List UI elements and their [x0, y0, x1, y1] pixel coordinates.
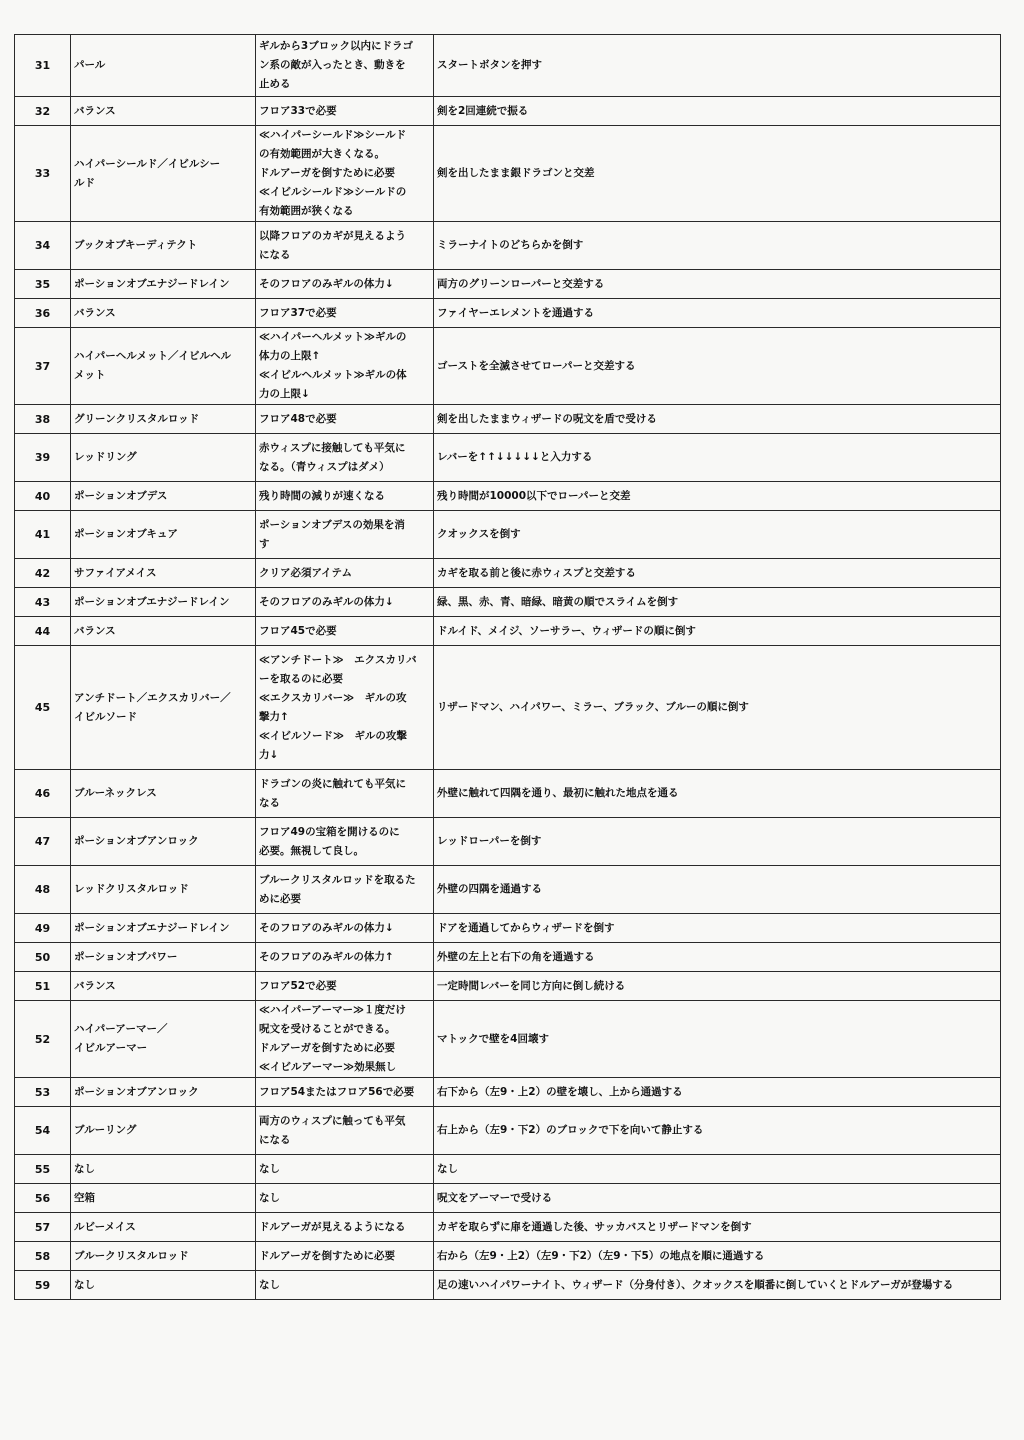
- item-effect-cell: [256, 1001, 434, 1078]
- item-effect-line: 両方のウィスプに触っても平気: [259, 1114, 406, 1127]
- item-effect-cell: [256, 943, 434, 972]
- item-effect-line: そのフロアのみギルの体力↓: [259, 277, 394, 290]
- item-effect-line: ≪イビルヘルメット≫ギルの体: [259, 369, 407, 381]
- item-name-cell: [71, 511, 256, 559]
- item-effect-line: ン系の敵が入ったとき、動きを: [259, 59, 406, 71]
- item-condition-line: 剣を出したまま銀ドラゴンと交差: [437, 167, 595, 179]
- item-effect-cell: [256, 1155, 434, 1184]
- item-name-line: ポーションオブパワー: [74, 950, 178, 963]
- item-name-cell: [71, 588, 256, 617]
- item-effect-line: ≪イビルソード≫ ギルの攻撃: [259, 729, 407, 742]
- table-row: [15, 866, 1001, 914]
- table-row: [15, 1213, 1001, 1242]
- item-condition-line: 緑、黒、赤、青、暗緑、暗黄の順でスライムを倒す: [437, 595, 679, 608]
- table-row: [15, 646, 1001, 770]
- table-row: [15, 1155, 1001, 1184]
- item-effect-line: 呪文を受けることができる。: [259, 1023, 396, 1035]
- item-condition-cell: [434, 97, 1001, 126]
- item-name-cell: [71, 770, 256, 818]
- floor-number: 55: [15, 1155, 71, 1184]
- item-effect-cell: [256, 818, 434, 866]
- item-effect-line: なし: [259, 1278, 280, 1291]
- item-effect-line: 以降フロアのカギが見えるよう: [259, 229, 406, 242]
- item-condition-line: 外壁の左上と右下の角を通過する: [437, 950, 595, 963]
- item-condition-cell: [434, 299, 1001, 328]
- item-effect-cell: [256, 405, 434, 434]
- item-effect-line: そのフロアのみギルの体力↓: [259, 921, 394, 934]
- table-row: [15, 1107, 1001, 1155]
- item-name-cell: [71, 866, 256, 914]
- item-name-line: パール: [74, 59, 106, 71]
- item-name-cell: [71, 482, 256, 511]
- item-effect-line: 有効範囲が狭くなる: [259, 205, 354, 217]
- floor-number: 51: [15, 972, 71, 1001]
- item-condition-line: ファイヤーエレメントを通過する: [437, 306, 594, 319]
- item-effect-line: なる。（青ウィスプはダメ）: [259, 460, 390, 473]
- item-name-cell: [71, 1107, 256, 1155]
- item-name-line: イビルアーマー: [74, 1042, 148, 1054]
- item-name-line: レッドクリスタルロッド: [74, 883, 189, 895]
- item-effect-line: ドルアーガを倒すために必要: [259, 1249, 395, 1262]
- item-condition-line: スタートボタンを押す: [437, 59, 542, 71]
- item-condition-line: 右から（左9・上2）（左9・下2）（左9・下5）の地点を順に通過する: [437, 1249, 765, 1262]
- item-effect-cell: [256, 1184, 434, 1213]
- table-row: [15, 943, 1001, 972]
- item-effect-line: ギルから3ブロック以内にドラゴ: [259, 40, 413, 52]
- item-name-line: ハイパーアーマー／: [74, 1023, 168, 1035]
- floor-number: 32: [15, 97, 71, 126]
- floor-number: 37: [15, 328, 71, 405]
- table-row: [15, 299, 1001, 328]
- item-effect-line: ≪ハイパーヘルメット≫ギルの: [259, 331, 407, 343]
- item-name-cell: [71, 126, 256, 222]
- item-effect-cell: [256, 1107, 434, 1155]
- item-name-line: バランス: [74, 104, 116, 117]
- item-name-line: バランス: [74, 979, 116, 992]
- item-condition-line: 一定時間レバーを同じ方向に倒し続ける: [437, 979, 626, 992]
- item-effect-line: ≪エクスカリバー≫ ギルの攻: [259, 691, 407, 704]
- item-condition-line: カギを取らずに扉を通過した後、サッカバスとリザードマンを倒す: [437, 1220, 752, 1233]
- item-name-cell: [71, 405, 256, 434]
- item-effect-line: 体力の上限↑: [259, 350, 321, 362]
- item-condition-cell: [434, 617, 1001, 646]
- item-effect-cell: [256, 126, 434, 222]
- item-condition-cell: [434, 482, 1001, 511]
- item-condition-line: ドアを通過してからウィザードを倒す: [437, 921, 615, 934]
- item-effect-line: めに必要: [259, 892, 301, 905]
- item-condition-cell: [434, 405, 1001, 434]
- item-effect-line: 撃力↑: [259, 710, 289, 723]
- item-condition-cell: [434, 1078, 1001, 1107]
- floor-number: 44: [15, 617, 71, 646]
- table-row: [15, 559, 1001, 588]
- item-name-line: ポーションオブエナジードレイン: [74, 921, 230, 934]
- item-name-line: ハイパーシールド／イビルシー: [74, 157, 221, 170]
- item-name-cell: [71, 559, 256, 588]
- item-effect-line: ≪ハイパーシールド≫シールド: [259, 129, 407, 141]
- item-name-line: ポーションオブデス: [74, 489, 168, 502]
- item-condition-cell: [434, 818, 1001, 866]
- item-condition-line: 両方のグリーンローパーと交差する: [437, 277, 605, 290]
- item-name-line: ルド: [74, 176, 95, 189]
- floor-number: 40: [15, 482, 71, 511]
- item-effect-line: 止める: [259, 78, 291, 90]
- floor-number: 35: [15, 270, 71, 299]
- floor-number: 46: [15, 770, 71, 818]
- item-condition-line: 剣を出したままウィザードの呪文を盾で受ける: [437, 412, 657, 425]
- item-condition-cell: [434, 1213, 1001, 1242]
- item-name-cell: [71, 646, 256, 770]
- item-effect-line: 赤ウィスプに接触しても平気に: [259, 441, 406, 454]
- table-row: [15, 972, 1001, 1001]
- item-condition-line: ミラーナイトのどちらかを倒す: [437, 239, 584, 251]
- item-name-line: アンチドート／エクスカリバー／: [74, 691, 231, 704]
- item-name-line: ポーションオブエナジードレイン: [74, 277, 230, 290]
- item-effect-line: ≪イビルアーマー≫効果無し: [259, 1061, 397, 1073]
- item-condition-cell: [434, 328, 1001, 405]
- item-condition-line: 呪文をアーマーで受ける: [437, 1191, 553, 1204]
- item-name-line: イビルソード: [74, 710, 137, 723]
- floor-number: 48: [15, 866, 71, 914]
- item-effect-cell: [256, 222, 434, 270]
- item-name-cell: [71, 914, 256, 943]
- item-name-cell: [71, 222, 256, 270]
- item-effect-line: フロア45で必要: [259, 624, 337, 637]
- item-name-line: バランス: [74, 624, 116, 637]
- item-name-cell: [71, 299, 256, 328]
- item-effect-cell: [256, 866, 434, 914]
- item-effect-line: フロア54またはフロア56で必要: [259, 1085, 415, 1098]
- item-name-cell: [71, 1078, 256, 1107]
- item-effect-line: フロア37で必要: [259, 306, 337, 319]
- item-name-line: ポーションオブキュア: [74, 528, 178, 540]
- item-name-line: ポーションオブアンロック: [74, 835, 199, 847]
- floor-number: 38: [15, 405, 71, 434]
- item-condition-cell: [434, 559, 1001, 588]
- item-condition-cell: [434, 1001, 1001, 1078]
- item-effect-line: なし: [259, 1191, 280, 1204]
- item-name-cell: [71, 97, 256, 126]
- item-condition-line: なし: [437, 1162, 458, 1175]
- item-condition-cell: [434, 511, 1001, 559]
- item-name-cell: [71, 972, 256, 1001]
- item-name-line: なし: [74, 1278, 95, 1291]
- item-condition-cell: [434, 1155, 1001, 1184]
- floor-number: 41: [15, 511, 71, 559]
- item-effect-cell: [256, 1242, 434, 1271]
- item-effect-cell: [256, 617, 434, 646]
- floor-number: 54: [15, 1107, 71, 1155]
- item-effect-line: クリア必須アイテム: [259, 566, 353, 579]
- item-effect-line: ーを取るのに必要: [259, 672, 343, 685]
- item-effect-line: ドルアーガを倒すために必要: [259, 167, 395, 179]
- item-condition-cell: [434, 35, 1001, 97]
- item-effect-line: 必要。無視して良し。: [259, 844, 364, 857]
- item-effect-line: す: [259, 537, 270, 550]
- item-condition-cell: [434, 1242, 1001, 1271]
- item-effect-line: ドラゴンの炎に触れても平気に: [259, 777, 406, 790]
- item-effect-cell: [256, 770, 434, 818]
- table-row: [15, 1001, 1001, 1078]
- item-effect-line: になる: [259, 248, 291, 261]
- item-condition-cell: [434, 434, 1001, 482]
- item-effect-line: なる: [259, 796, 280, 809]
- item-name-line: メット: [74, 369, 106, 381]
- item-table: [14, 34, 1001, 1300]
- item-effect-line: そのフロアのみギルの体力↓: [259, 595, 394, 608]
- item-effect-cell: [256, 328, 434, 405]
- item-condition-line: 足の速いハイパワーナイト、ウィザード（分身付き）、クオックスを順番に倒していくとドルアーガが登場する: [437, 1278, 954, 1291]
- item-name-line: ポーションオブアンロック: [74, 1085, 199, 1098]
- table-row: [15, 770, 1001, 818]
- item-effect-line: フロア33で必要: [259, 104, 337, 117]
- item-effect-line: ブルークリスタルロッドを取るた: [259, 873, 416, 886]
- floor-number: 36: [15, 299, 71, 328]
- item-effect-cell: [256, 559, 434, 588]
- table-row: [15, 405, 1001, 434]
- item-condition-cell: [434, 270, 1001, 299]
- floor-number: 56: [15, 1184, 71, 1213]
- floor-number: 34: [15, 222, 71, 270]
- table-row: [15, 1271, 1001, 1300]
- floor-number: 42: [15, 559, 71, 588]
- item-effect-cell: [256, 972, 434, 1001]
- table-row: [15, 818, 1001, 866]
- item-table-body: [15, 35, 1001, 1300]
- item-name-cell: [71, 328, 256, 405]
- item-effect-cell: [256, 97, 434, 126]
- item-effect-cell: [256, 646, 434, 770]
- item-condition-cell: [434, 914, 1001, 943]
- item-name-cell: [71, 35, 256, 97]
- item-effect-line: フロア49の宝箱を開けるのに: [259, 825, 400, 838]
- item-condition-line: リザードマン、ハイパワー、ミラー、ブラック、ブルーの順に倒す: [437, 701, 749, 713]
- item-name-cell: [71, 1242, 256, 1271]
- item-name-line: ルビーメイス: [74, 1220, 136, 1233]
- floor-number: 49: [15, 914, 71, 943]
- item-condition-line: 右下から（左9・上2）の壁を壊し、上から通過する: [437, 1085, 683, 1098]
- item-condition-cell: [434, 646, 1001, 770]
- table-row: [15, 1242, 1001, 1271]
- item-effect-cell: [256, 482, 434, 511]
- item-name-cell: [71, 1001, 256, 1078]
- item-condition-cell: [434, 588, 1001, 617]
- table-row: [15, 1184, 1001, 1213]
- item-name-line: バランス: [74, 306, 116, 319]
- table-row: [15, 434, 1001, 482]
- item-name-line: サファイアメイス: [74, 566, 157, 579]
- item-effect-cell: [256, 511, 434, 559]
- floor-number: 33: [15, 126, 71, 222]
- item-name-line: ブックオブキーディテクト: [74, 239, 198, 251]
- floor-number: 47: [15, 818, 71, 866]
- item-name-line: ブルーネックレス: [74, 787, 157, 799]
- item-name-cell: [71, 943, 256, 972]
- item-effect-cell: [256, 588, 434, 617]
- table-row: [15, 617, 1001, 646]
- floor-number: 39: [15, 434, 71, 482]
- item-condition-cell: [434, 1184, 1001, 1213]
- item-name-line: 空箱: [74, 1191, 95, 1204]
- floor-number: 53: [15, 1078, 71, 1107]
- item-condition-cell: [434, 972, 1001, 1001]
- table-row: [15, 511, 1001, 559]
- item-effect-line: ≪ハイパーアーマー≫１度だけ: [259, 1004, 406, 1016]
- table-row: [15, 1078, 1001, 1107]
- item-effect-line: フロア52で必要: [259, 979, 337, 992]
- item-effect-line: そのフロアのみギルの体力↑: [259, 950, 394, 963]
- table-row: [15, 97, 1001, 126]
- item-condition-line: 外壁の四隅を通過する: [437, 883, 542, 895]
- item-effect-cell: [256, 434, 434, 482]
- item-name-cell: [71, 617, 256, 646]
- item-condition-line: マトックで壁を4回壊す: [437, 1032, 549, 1045]
- item-condition-line: クオックスを倒す: [437, 528, 521, 540]
- table-row: [15, 482, 1001, 511]
- item-condition-line: 剣を2回連続で振る: [437, 104, 529, 117]
- item-effect-line: ≪アンチドート≫ エクスカリバ: [259, 653, 417, 666]
- item-name-cell: [71, 1271, 256, 1300]
- floor-number: 45: [15, 646, 71, 770]
- item-condition-cell: [434, 1271, 1001, 1300]
- item-effect-cell: [256, 1078, 434, 1107]
- item-name-line: ブルーリング: [74, 1124, 137, 1136]
- item-name-cell: [71, 1213, 256, 1242]
- item-effect-line: ドルアーガを倒すために必要: [259, 1042, 395, 1054]
- item-condition-cell: [434, 943, 1001, 972]
- item-condition-line: ゴーストを全滅させてローパーと交差する: [437, 359, 636, 372]
- item-name-cell: [71, 270, 256, 299]
- table-row: [15, 35, 1001, 97]
- item-name-line: ブルークリスタルロッド: [74, 1249, 189, 1262]
- floor-number: 57: [15, 1213, 71, 1242]
- item-effect-cell: [256, 299, 434, 328]
- floor-number: 52: [15, 1001, 71, 1078]
- item-name-line: レッドリング: [74, 451, 137, 463]
- floor-number: 43: [15, 588, 71, 617]
- table-row: [15, 126, 1001, 222]
- item-effect-line: ≪イビルシールド≫シールドの: [259, 186, 407, 198]
- item-effect-line: 残り時間の減りが速くなる: [259, 489, 385, 502]
- floor-number: 31: [15, 35, 71, 97]
- item-name-line: なし: [74, 1162, 95, 1175]
- item-effect-cell: [256, 914, 434, 943]
- floor-number: 50: [15, 943, 71, 972]
- item-effect-line: になる: [259, 1133, 291, 1146]
- item-condition-cell: [434, 866, 1001, 914]
- item-condition-line: レッドローパーを倒す: [437, 835, 542, 847]
- item-name-cell: [71, 1184, 256, 1213]
- item-effect-line: ポーションオブデスの効果を消: [259, 518, 405, 531]
- item-name-cell: [71, 818, 256, 866]
- floor-number: 58: [15, 1242, 71, 1271]
- item-name-line: グリーンクリスタルロッド: [74, 412, 200, 425]
- item-name-line: ハイパーヘルメット／イビルヘル: [74, 350, 231, 362]
- item-effect-line: 力↓: [259, 748, 279, 761]
- item-effect-line: なし: [259, 1162, 280, 1175]
- item-name-cell: [71, 1155, 256, 1184]
- item-condition-line: カギを取る前と後に赤ウィスプと交差する: [437, 566, 636, 579]
- item-effect-line: の有効範囲が大きくなる。: [259, 148, 385, 160]
- item-effect-cell: [256, 1271, 434, 1300]
- item-name-line: ポーションオブエナジードレイン: [74, 595, 230, 608]
- item-effect-line: フロア48で必要: [259, 412, 337, 425]
- item-condition-line: 残り時間が10000以下でローパーと交差: [437, 489, 631, 502]
- table-row: [15, 222, 1001, 270]
- item-condition-cell: [434, 222, 1001, 270]
- item-effect-cell: [256, 1213, 434, 1242]
- item-condition-cell: [434, 1107, 1001, 1155]
- table-row: [15, 588, 1001, 617]
- item-effect-cell: [256, 35, 434, 97]
- item-condition-line: 右上から（左9・下2）のブロックで下を向いて静止する: [437, 1124, 704, 1136]
- item-effect-line: 力の上限↓: [259, 388, 310, 400]
- item-condition-cell: [434, 770, 1001, 818]
- item-condition-line: レバーを↑↑↓↓↓↓↓と入力する: [437, 451, 593, 463]
- item-condition-cell: [434, 126, 1001, 222]
- table-row: [15, 270, 1001, 299]
- table-row: [15, 328, 1001, 405]
- item-condition-line: ドルイド、メイジ、ソーサラー、ウィザードの順に倒す: [437, 624, 696, 637]
- item-effect-line: ドルアーガが見えるようになる: [259, 1220, 406, 1233]
- table-row: [15, 914, 1001, 943]
- item-name-cell: [71, 434, 256, 482]
- item-condition-line: 外壁に触れて四隅を通り、最初に触れた地点を通る: [437, 787, 679, 799]
- floor-number: 59: [15, 1271, 71, 1300]
- item-effect-cell: [256, 270, 434, 299]
